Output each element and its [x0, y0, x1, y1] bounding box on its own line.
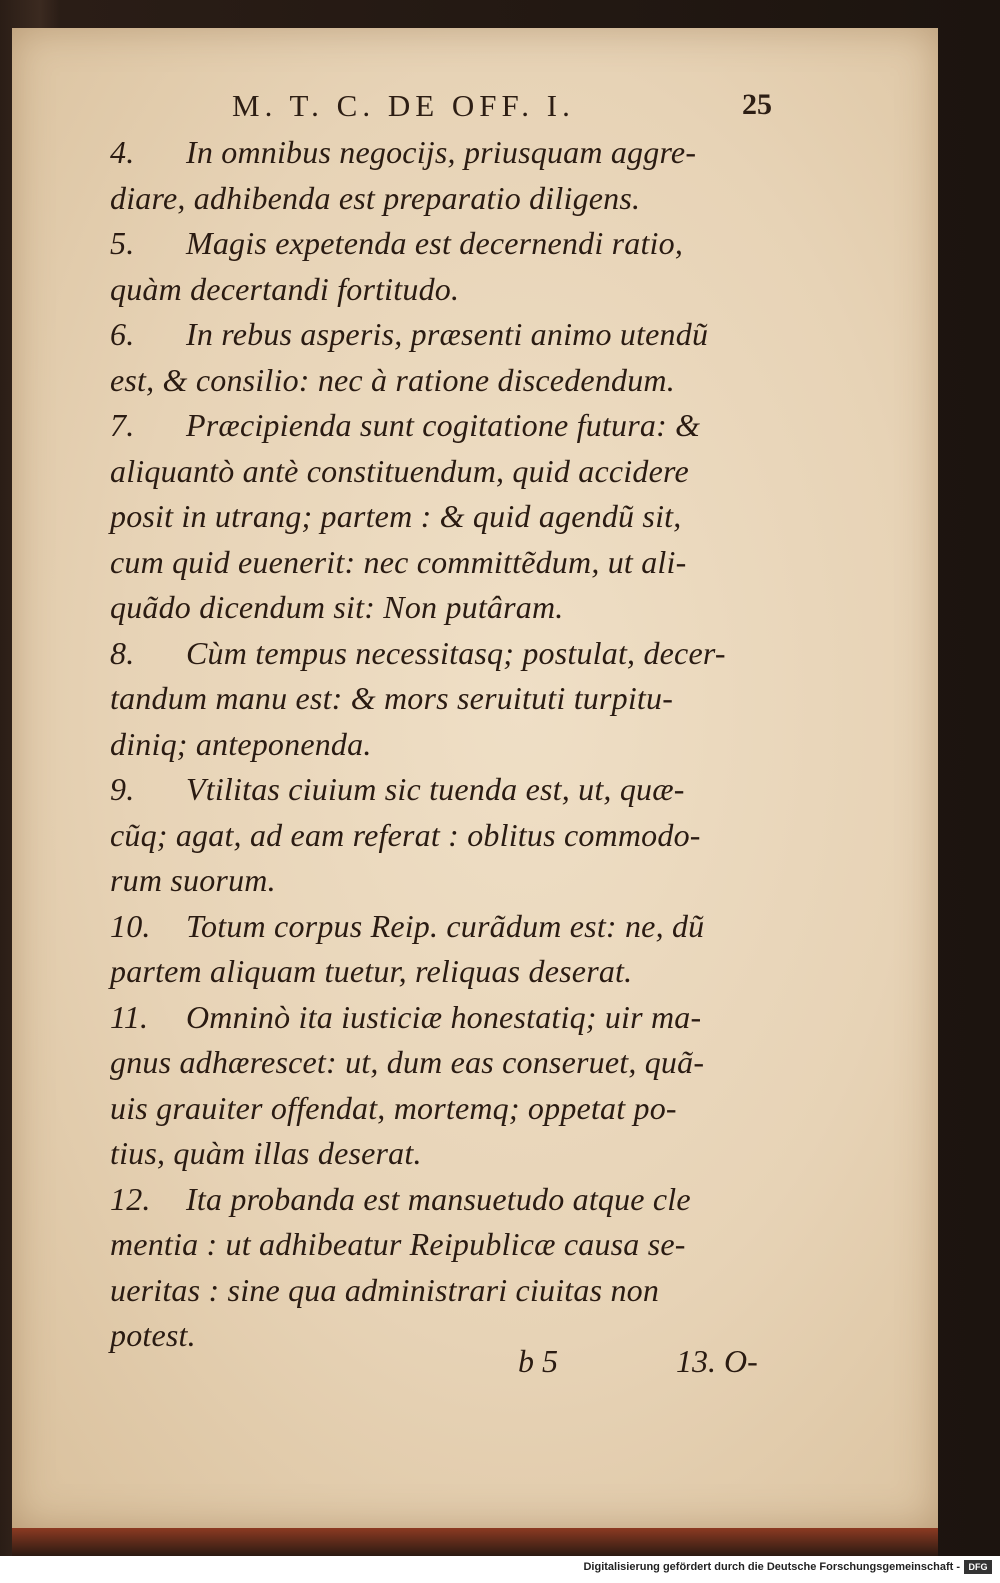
line-text: rum suorum.: [110, 862, 276, 898]
text-line: [110, 1268, 800, 1314]
text-line: [110, 403, 800, 449]
line-text: Magis expetenda est decernendi ratio,: [186, 225, 684, 261]
text-line: [110, 858, 800, 904]
signature-mark: b 5: [518, 1343, 558, 1379]
text-line: [110, 1222, 800, 1268]
entry-number: 10.: [110, 907, 151, 944]
text-line: [110, 130, 800, 176]
line-text: cũq; agat, ad eam referat : oblitus commodo-: [110, 816, 701, 853]
text-line: [110, 267, 800, 313]
text-line: [110, 540, 800, 586]
line-text: Cùm tempus necessitasq; postulat, decer-: [186, 634, 726, 671]
text-line: [110, 449, 800, 495]
numbered-entry: [110, 403, 800, 631]
text-line: [110, 494, 800, 540]
text-line: [110, 1086, 800, 1132]
line-text: posit in utrang; partem : & quid agendũ sit,: [110, 498, 682, 534]
numbered-entry: [110, 312, 800, 403]
line-text: quãdo dicendum sit: Non putâram.: [110, 589, 564, 625]
numbered-entry: [110, 904, 800, 995]
text-body: [110, 130, 800, 1359]
line-text: mentia : ut adhibeatur Reipublicæ causa se-: [110, 1226, 686, 1262]
text-line: [110, 767, 800, 813]
line-text: Vtilitas ciuium sic tuenda est, ut, quæ-: [186, 771, 685, 807]
catchword: 13. O-: [676, 1343, 758, 1379]
line-text: Ita probanda est mansuetudo atque cle: [186, 1180, 691, 1217]
entry-number: 8.: [110, 634, 135, 671]
text-line: [110, 1177, 800, 1223]
text-line: [110, 631, 800, 677]
entry-number: 5.: [110, 225, 135, 261]
text-line: [110, 358, 800, 404]
line-text: gnus adhærescet: ut, dum eas conseruet, quã-: [110, 1044, 705, 1080]
line-text: Præcipienda sunt cogitatione futura: &: [186, 407, 701, 443]
line-text: In rebus asperis, præsenti animo utendũ: [186, 316, 709, 352]
text-line: [110, 722, 800, 768]
numbered-entry: [110, 995, 800, 1177]
text-line: [110, 995, 800, 1041]
page-number: 25: [742, 88, 772, 121]
line-text: partem aliquam tuetur, reliquas deserat.: [110, 953, 633, 989]
entry-number: 6.: [110, 316, 135, 352]
text-line: [110, 312, 800, 358]
numbered-entry: [110, 1177, 800, 1359]
line-text: tandum manu est: & mors seruituti turpitu-: [110, 680, 674, 716]
line-text: cum quid euenerit: nec committẽdum, ut ali-: [110, 543, 687, 580]
text-line: [110, 904, 800, 950]
line-text: uis grauiter offendat, mortemq; oppetat po-: [110, 1089, 677, 1126]
numbered-entry: [110, 631, 800, 768]
line-text: tius, quàm illas deserat.: [110, 1135, 422, 1171]
text-line: [110, 1131, 800, 1177]
entry-number: 12.: [110, 1180, 151, 1217]
numbered-entry: [110, 767, 800, 904]
text-line: [110, 813, 800, 859]
line-text: ueritas : sine qua administrari ciuitas non: [110, 1271, 660, 1308]
line-text: potest.: [110, 1317, 196, 1353]
line-text: quàm decertandi fortitudo.: [110, 270, 460, 307]
line-text: est, & consilio: nec à ratione discedendum.: [110, 361, 675, 398]
footer-credit: Digitalisierung gefördert durch die Deutsche Forschungsgemeinschaft -: [583, 1561, 960, 1573]
text-line: [110, 676, 800, 722]
line-text: Omninò ita iusticiæ honestatiq; uir ma-: [186, 998, 702, 1035]
line-text: aliquantò antè constituendum, quid accidere: [110, 452, 689, 489]
text-line: [110, 221, 800, 267]
entry-number: 7.: [110, 407, 135, 443]
entry-number: 9.: [110, 771, 135, 807]
text-line: [110, 585, 800, 631]
line-text: diare, adhibenda est preparatio diligens.: [110, 179, 641, 216]
entry-number: 11.: [110, 998, 149, 1035]
line-text: diniq; anteponenda.: [110, 725, 372, 762]
line-text: In omnibus negocijs, priusquam aggre-: [186, 134, 697, 170]
numbered-entry: [110, 221, 800, 312]
entry-number: 4.: [110, 134, 135, 170]
running-title: M. T. C. DE OFF. I.: [232, 88, 575, 123]
text-line: [110, 949, 800, 995]
numbered-entry: [110, 130, 800, 221]
text-line: [110, 176, 800, 222]
line-text: Totum corpus Reip. curãdum est: ne, dũ: [186, 907, 705, 944]
dfg-logo: DFG: [964, 1560, 992, 1574]
text-line: [110, 1040, 800, 1086]
book-edge: [12, 1528, 938, 1556]
